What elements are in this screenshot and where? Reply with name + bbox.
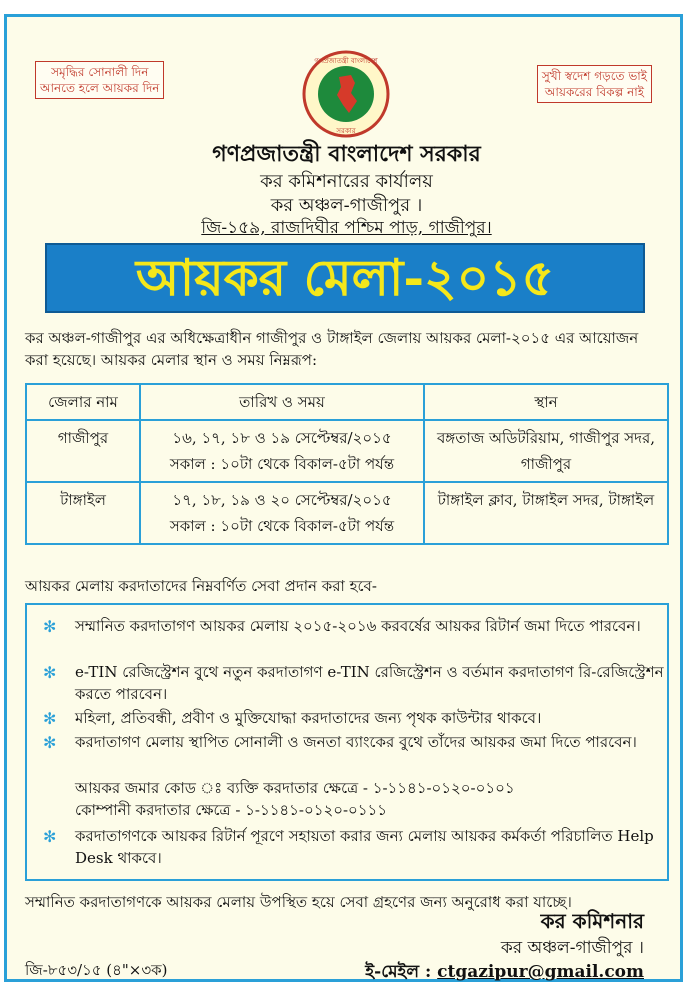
bullet-star-icon: ✻	[43, 617, 57, 636]
tax-code-individual: আয়কর জমার কোড ঃ ব্যক্তি করদাতার ক্ষেত্রে - ১-১১৪১-০১২০-০১০১	[75, 779, 515, 797]
table-row	[26, 482, 668, 544]
table-header-row	[26, 384, 668, 420]
venue-table	[25, 383, 669, 545]
service-item: e-TIN রেজিস্ট্রেশন বুথে নতুন করদাতাগণ e-TIN রেজিস্ট্রেশন ও বর্তমান করদাতাগণ রি-রেজিস্ট্রেশন করতে পারবেন।	[75, 663, 664, 703]
bullet-star-icon: ✻	[43, 733, 57, 752]
seal-text-bottom: সরকার	[336, 127, 356, 135]
signatory-zone: কর অঞ্চল-গাজীপুর ।	[500, 938, 644, 958]
bullet-star-icon: ✻	[43, 709, 57, 728]
service-item: সম্মানিত করদাতাগণ আয়কর মেলায় ২০১৫-২০১৬ করবর্ষের আয়কর রিটার্ন জমা দিতে পারবেন।	[75, 617, 641, 635]
request-note: সম্মানিত করদাতাগণকে আয়কর মেলায় উপস্থিত হয়ে সেবা গ্রহণের জন্য অনুরোধ করা যাচ্ছে।	[25, 893, 572, 911]
government-seal-icon	[301, 49, 391, 139]
bullet-star-icon: ✻	[43, 827, 57, 846]
cell-date: ১৭, ১৮, ১৯ ও ২০ সেপ্টেম্বর/২০১৫ সকাল : ১০টা থেকে বিকাল-৫টা পর্যন্ত	[140, 482, 424, 544]
reference-number: জি-৮৫৩/১৫ (৪"×৩ক)	[25, 961, 168, 979]
services-title: আয়কর মেলায় করদাতাদের নিম্নবর্ণিত সেবা প্রদান করা হবে-	[25, 577, 377, 595]
seal-text-top: গণপ্রজাতন্ত্রী বাংলাদেশ	[314, 57, 378, 65]
office-title: কর কমিশনারের কার্যালয়	[260, 171, 433, 192]
services-box	[25, 603, 669, 881]
cell-venue: বঙ্গতাজ অডিটরিয়াম, গাজীপুর সদর, গাজীপুর	[424, 420, 668, 482]
service-item: করদাতাগণ মেলায় স্থাপিত সোনালী ও জনতা ব্যাংকের বুথে তাঁদের আয়কর জমা দিতে পারবেন।	[75, 733, 637, 751]
cell-date: ১৬, ১৭, ১৮ ও ১৯ সেপ্টেম্বর/২০১৫ সকাল : ১০টা থেকে বিকাল-৫টা পর্যন্ত	[140, 420, 424, 482]
slogan-right: সুখী স্বদেশ গড়তে ভাই আয়করের বিকল্প নাই	[537, 65, 652, 103]
office-address: জি-১৫৯, রাজদিঘীর পশ্চিম পাড়, গাজীপুর।	[201, 218, 492, 238]
email-link[interactable]: ctgazipur@gmail.com	[437, 962, 644, 982]
tax-code-company: কোম্পানী করদাতার ক্ষেত্রে - ১-১১৪১-০১২০-০১১১	[75, 801, 387, 819]
col-venue: স্থান	[424, 384, 668, 420]
service-item: মহিলা, প্রতিবন্ধী, প্রবীণ ও মুক্তিযোদ্ধা করদাতাদের জন্য পৃথক কাউন্টার থাকবে।	[75, 709, 542, 727]
cell-district: গাজীপুর	[26, 420, 140, 482]
zone-title: কর অঞ্চল-গাজীপুর ।	[270, 195, 423, 216]
email-line	[365, 959, 644, 987]
table-row	[26, 420, 668, 482]
email-label: ই-মেইল :	[365, 962, 432, 982]
cell-venue: টাঙ্গাইল ক্লাব, টাঙ্গাইল সদর, টাঙ্গাইল	[424, 482, 668, 544]
notice-frame	[4, 14, 683, 982]
slogan-left: সমৃদ্ধির সোনালী দিন আনতে হলে আয়কর দিন	[35, 61, 164, 99]
signatory-title: কর কমিশনার	[540, 909, 644, 933]
bullet-star-icon: ✻	[43, 663, 57, 682]
service-item: করদাতাগণকে আয়কর রিটার্ন পূরণে সহায়তা করার জন্য মেলায় আয়কর কর্মকর্তা পরিচালিত Help Desk থাকবে।	[75, 827, 654, 867]
col-district: জেলার নাম	[26, 384, 140, 420]
government-title: গণপ্রজাতন্ত্রী বাংলাদেশ সরকার	[212, 141, 481, 167]
fair-banner: আয়কর মেলা-২০১৫	[45, 243, 645, 313]
col-date: তারিখ ও সময়	[140, 384, 424, 420]
intro-paragraph: কর অঞ্চল-গাজীপুর এর অধিক্ষেত্রাধীন গাজীপুর ও টাঙ্গাইল জেলায় আয়কর মেলা-২০১৫ এর আয়োজন করা হয়েছে। আয়কর মেলার স্থান ও সময় নিম্নরূপ:	[25, 329, 639, 369]
cell-district: টাঙ্গাইল	[26, 482, 140, 544]
